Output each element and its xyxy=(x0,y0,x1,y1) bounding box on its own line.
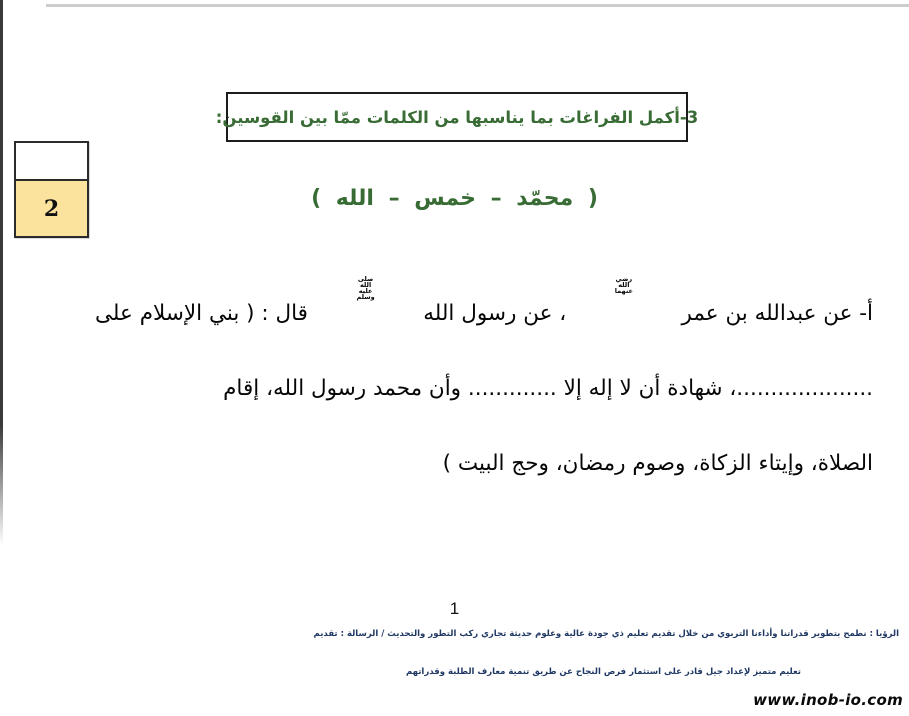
hadith-line1-part1: أ- عن عبدالله بن عمر xyxy=(681,301,873,326)
hadith-line-1 xyxy=(95,276,873,351)
hadith-line3-text: الصلاة، وإيتاء الزكاة، وصوم رمضان، وحج البيت ) xyxy=(442,451,873,476)
footer-vision-statement: الرؤيا : نطمح بتطوير قدراتنا وأداءنا التربوي من خلال تقديم تعليم ذي جودة عالية وعلوم حديثة تجاري ركب التطور والتحديث / الرسالة : تقديم xyxy=(313,629,899,639)
score-box-empty-cell xyxy=(16,143,87,181)
radiallahu-anhuma-honorific-icon: رضي الله عنهما xyxy=(614,275,633,295)
hadith-line1-part2: ، عن رسول الله xyxy=(423,301,567,326)
hadith-line-3 xyxy=(95,426,873,501)
page-number: 1 xyxy=(449,599,460,618)
question-prompt: 3-أكمل الفراغات بما يناسبها من الكلمات ممّا بين القوسين: xyxy=(215,107,699,127)
site-watermark: www.inob-io.com xyxy=(753,691,903,709)
word-bank: ( محمّد – خمس – الله ) xyxy=(311,186,598,211)
hadith-line2-text: ....................، شهادة أن لا إله إلا ............. وأن محمد رسول الله، إقام xyxy=(223,376,873,401)
hadith-line-2 xyxy=(95,351,873,426)
top-scan-rule xyxy=(46,4,909,7)
hadith-paragraph xyxy=(95,276,873,501)
hadith-line1-part3: قال : ( بني الإسلام على xyxy=(95,301,308,326)
footer-mission-statement: تعليم متميز لإعداد جيل قادر على استثمار فرص النجاح عن طريق تنمية معارف الطلبة وقدراتهم xyxy=(405,667,801,677)
left-page-edge-rule xyxy=(0,0,3,545)
question-prompt-box xyxy=(215,92,699,142)
sallallahu-alayhi-wasallam-honorific-icon: صلى الله عليه وسلم xyxy=(356,275,375,301)
score-value: 2 xyxy=(16,181,87,236)
